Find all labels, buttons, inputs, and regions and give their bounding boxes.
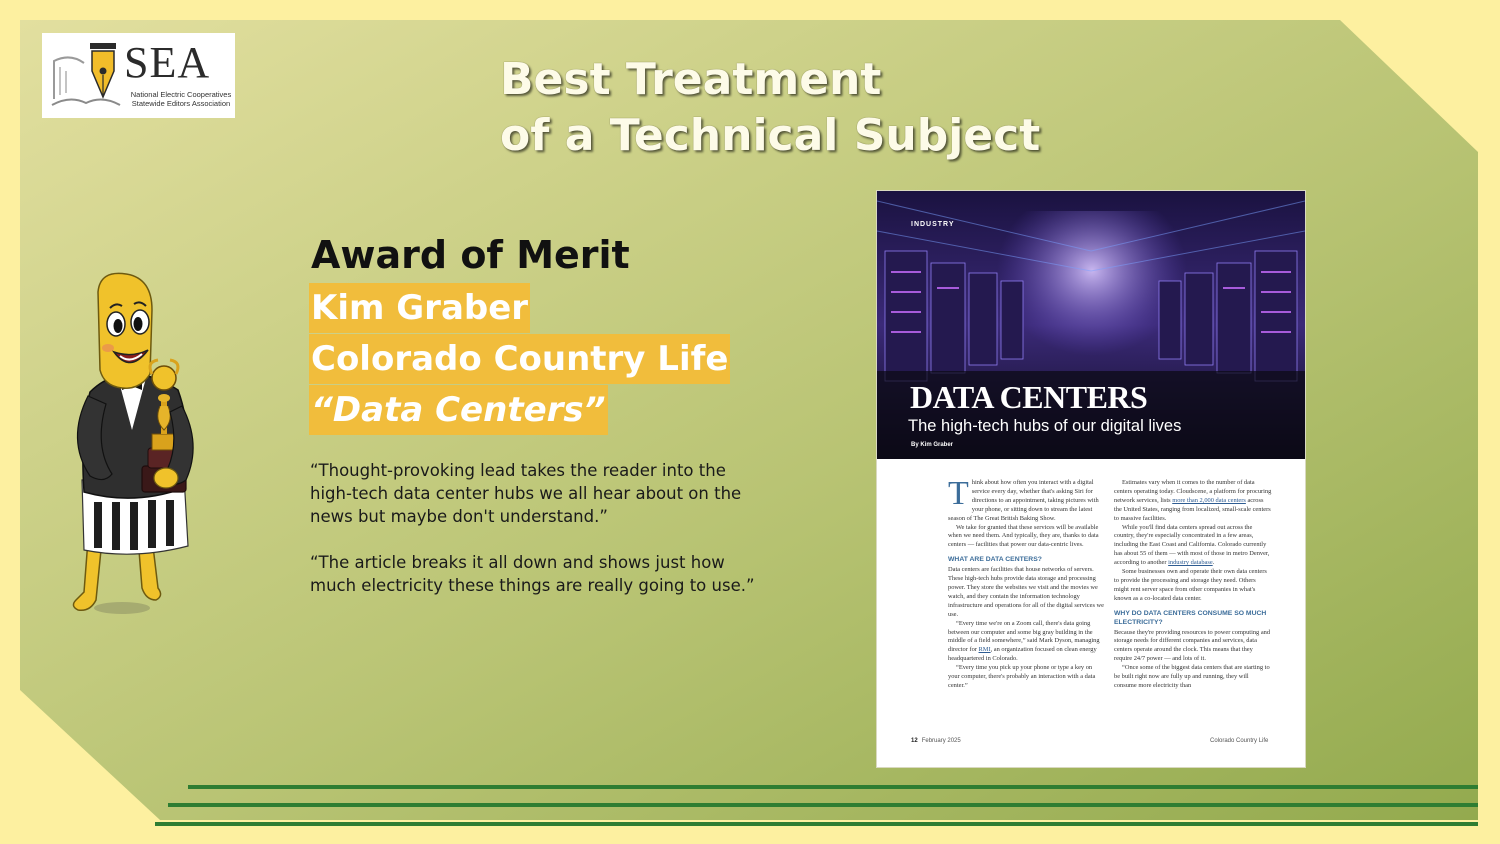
- stripe-2: [168, 803, 1478, 807]
- logo-subtitle: [126, 90, 236, 108]
- industry-database-link: industry database: [1168, 559, 1213, 567]
- sea-logo: [42, 33, 235, 118]
- stripe-3: [155, 822, 1478, 826]
- award-level: Award of Merit: [311, 233, 630, 277]
- title-line-1: Best Treatment: [500, 54, 882, 105]
- col1-subheading: WHAT ARE DATA CENTERS?: [948, 556, 1042, 564]
- article-section-tag: INDUSTRY: [911, 221, 955, 228]
- judge-quote-2: “The article breaks it all down and shows just how much electricity these things are really going to use.”: [310, 553, 755, 595]
- page-number: 12: [911, 738, 918, 744]
- pen-nib-book-icon: [48, 41, 124, 113]
- article-column-2: [1114, 479, 1272, 691]
- col2-paragraph-3: Some businesses own and operate their own data centers to provide the processing and storage they need. Others might rent server space from other companies in what's known as a co-located data center.: [1114, 568, 1267, 602]
- article-column-1: [948, 475, 1104, 691]
- slide-title: [500, 52, 1040, 164]
- article-headline: DATA CENTERS: [910, 379, 1148, 415]
- col2-paragraph-5: “Once some of the biggest data centers that are starting to be built right now are fully up and running, they will consume more electricity than: [1114, 664, 1270, 689]
- col1-paragraph-5: “Every time you pick up your phone or type a key on your computer, there's probably an interaction with a data center.”: [948, 664, 1096, 689]
- col2-p2-end: .: [1212, 559, 1215, 567]
- article-preview: [877, 191, 1305, 767]
- article-footer-publication: Colorado Country Life: [1210, 738, 1269, 744]
- publication-name: Colorado Country Life: [309, 334, 730, 384]
- col2-p1-end: across the United States, ranging from localized, small-scale centers to massive facilities.: [1114, 496, 1271, 522]
- title-line-2: of a Technical Subject: [500, 110, 1041, 161]
- data-centers-link: more than 2,000 data centers: [1172, 496, 1246, 504]
- logo-subtitle-line2: Statewide Editors Association: [131, 99, 231, 108]
- col1-paragraph-4: [948, 620, 1104, 665]
- logo-subtitle-line1: National Electric Cooperatives: [130, 90, 232, 99]
- author-name: Kim Graber: [309, 283, 530, 333]
- col2-paragraph-4: Because they're providing resources to power computing and storage needs for different companies and services, data centers operate around the clock. This means that they require 24/7 power — and lots of it.: [1114, 628, 1271, 663]
- stripe-1: [188, 785, 1478, 789]
- col2-p1-start: Estimates vary when it comes to the number of data centers operating today. Cloudscene, a platform for procuring network services, lists: [1114, 479, 1272, 504]
- col1-p4-start: “Every time we're on a Zoom call, there's data going between our computer and some big gray building in the middle of a field somewhere,” said Mark Dyson, managing director for: [948, 619, 1100, 654]
- col2-subheading: WHY DO DATA CENTERS CONSUME SO MUCH ELECTRICITY?: [1114, 609, 1267, 626]
- article-footer-left: [911, 738, 961, 744]
- issue-date: February 2025: [921, 738, 961, 744]
- article-title: “Data Centers”: [309, 385, 608, 435]
- logo-acronym: SEA: [124, 38, 211, 87]
- col1-paragraph-1: hink about how often you interact with a digital service every day, whether that's asking Siri for directions to an appointment, taking pictures with your phone, or sitting down to stream the latest season of The Great British Baking Show.: [948, 479, 1099, 522]
- article-subheadline: The high-tech hubs of our digital lives: [908, 417, 1182, 435]
- judge-quote-1: “Thought-provoking lead takes the reader into the high-tech data center hubs we all hear about on the news but maybe don't understand.”: [310, 461, 742, 526]
- col1-paragraph-3: Data centers are facilities that house networks of servers. These high-tech hubs provide data storage and processing power. They store the websites we visit and the movies we watch, and they contain the information technology infrastructure and operations for all of the digital services we use.: [948, 566, 1104, 618]
- drop-cap: T: [948, 475, 969, 512]
- col2-p2-start: While you'll find data centers spread out across the country, they're especially concentrated in a few areas, including the East Coast and California. Colorado currently has about 55 of them — with most of those in metro Denver, according to another: [1114, 523, 1270, 567]
- mascot-with-trophy-illustration: [60, 270, 220, 620]
- rmi-link: RMI: [978, 646, 991, 654]
- article-byline: By Kim Graber: [911, 442, 954, 448]
- col1-p4-end: , an organization focused on clean energy headquartered in Colorado.: [948, 646, 1097, 663]
- col1-paragraph-2: We take for granted that these services will be available when we need them. And typically, they are, thanks to data centers — facilities that power our data-centric lives.: [948, 523, 1099, 549]
